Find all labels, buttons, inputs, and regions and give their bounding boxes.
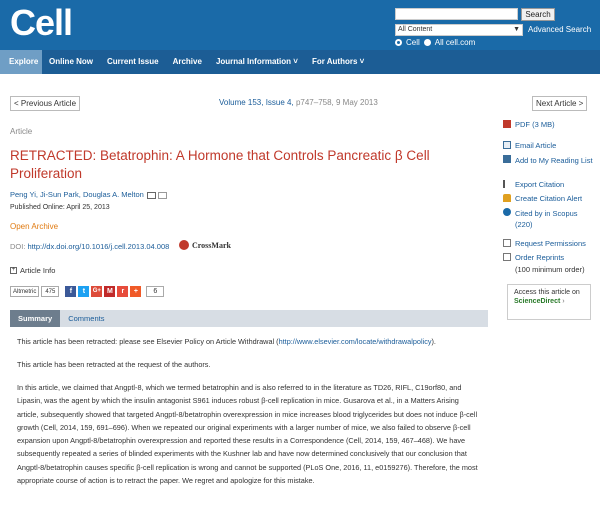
published-date: Published Online: April 25, 2013: [10, 204, 110, 211]
crossmark-icon: [179, 240, 189, 250]
mendeley-icon[interactable]: M: [104, 286, 115, 297]
previous-article-button[interactable]: < Previous Article: [10, 96, 80, 111]
citation-alert-link[interactable]: [503, 194, 582, 203]
reading-list-label: Add to My Reading List: [515, 156, 593, 165]
google-plus-icon[interactable]: G+: [91, 286, 102, 297]
access-text: Access this article on: [514, 289, 580, 296]
export-citation-label: Export Citation: [515, 180, 565, 189]
nav-current-issue[interactable]: Current Issue: [107, 57, 159, 66]
orcid-icon[interactable]: [158, 192, 167, 199]
nav-online-now[interactable]: Online Now: [49, 57, 93, 66]
article-info-toggle[interactable]: [10, 266, 55, 275]
expand-icon: +: [11, 267, 16, 273]
search-button[interactable]: Search: [521, 8, 555, 21]
email-icon[interactable]: [147, 192, 156, 199]
open-archive-label: Open Archive: [10, 222, 59, 231]
nav-for-authors[interactable]: For Authors ˅: [311, 57, 365, 66]
search-scope-radios: [395, 38, 475, 47]
site-header: [0, 0, 600, 50]
sciencedirect-link[interactable]: [514, 297, 584, 306]
sciencedirect-box: [507, 284, 591, 320]
content-tabs: [10, 310, 488, 327]
more-share-icon[interactable]: +: [130, 286, 141, 297]
permissions-label: Request Permissions: [515, 239, 586, 248]
retraction-notice-end: ).: [431, 337, 436, 346]
pdf-label: PDF (3 MB): [515, 120, 555, 129]
reading-list-link[interactable]: [503, 155, 593, 166]
share-count: 6: [146, 286, 164, 297]
doi-label: DOI:: [10, 242, 28, 251]
tab-comments[interactable]: Comments: [68, 314, 105, 323]
citation-alert-label: Create Citation Alert: [515, 194, 583, 203]
issue-citation: [219, 98, 378, 107]
next-article-button[interactable]: Next Article >: [532, 96, 587, 111]
scopus-label: Cited by in Scopus (220): [515, 209, 578, 229]
bell-icon: [503, 194, 511, 202]
nav-archive[interactable]: Archive: [172, 57, 202, 66]
reddit-icon[interactable]: r: [117, 286, 128, 297]
altmetric-count: 475: [41, 286, 59, 297]
share-row: [10, 286, 164, 297]
issue-link[interactable]: Volume 153, Issue 4,: [219, 98, 294, 107]
article-info-label: Article Info: [20, 266, 56, 275]
chevron-right-icon: ›: [562, 298, 565, 305]
envelope-icon: [503, 141, 511, 149]
article-title: RETRACTED: Betatrophin: A Hormone that Controls Pancreatic β Cell Proliferation: [10, 148, 430, 181]
reprints-label: Order Reprints: [515, 253, 565, 262]
radio-cell-label: Cell: [406, 38, 420, 47]
retraction-notice-text: This article has been retracted: please see Elsevier Policy on Article Withdrawal (: [17, 337, 279, 346]
doi-line: [10, 242, 169, 251]
advanced-search-link[interactable]: Advanced Search: [528, 25, 592, 34]
article-type: Article: [10, 127, 33, 136]
export-citation-link[interactable]: [503, 180, 564, 189]
book-icon: [503, 155, 511, 163]
twitter-icon[interactable]: t: [78, 286, 89, 297]
nav-journal-information[interactable]: Journal Information ˅: [215, 57, 298, 66]
altmetric-label: Altmetric: [13, 288, 37, 295]
retraction-request: This article has been retracted at the request of the authors.: [17, 360, 211, 369]
search-scope-value: All Content: [398, 26, 433, 33]
withdrawal-policy-link[interactable]: http://www.elsevier.com/locate/withdrawalpolicy: [278, 337, 432, 346]
email-article-label: Email Article: [515, 141, 557, 150]
reprints-link[interactable]: [503, 253, 564, 262]
tab-summary[interactable]: Summary: [10, 310, 60, 327]
document-icon: [503, 239, 511, 247]
doi-link[interactable]: http://dx.doi.org/10.1016/j.cell.2013.04.008: [27, 242, 170, 251]
search-input[interactable]: [395, 8, 518, 20]
crossmark-badge[interactable]: [179, 240, 231, 250]
sciencedirect-label: ScienceDirect: [514, 298, 561, 305]
email-article-link[interactable]: [503, 141, 556, 150]
search-scope-select[interactable]: [395, 24, 523, 36]
radio-all-label: All cell.com: [434, 38, 476, 47]
radio-all[interactable]: [424, 39, 431, 46]
authors-line: [10, 190, 167, 199]
list-icon: [503, 180, 511, 188]
retraction-explanation: In this article, we claimed that Angptl-8, which we termed betatrophin and is also referred to in the literature as TD26, RIFL, C19orf80, and Lipasin, was the agent by which the insulin antagonist S961 induces robust β-cell replication in mice. Gusarova et al., in a Matters Arising article, subsequently showed that targeted Angptl-8/betatrophin overexpression in mice increases blood triglycerides but does not induce β-cell growth (Cell, 2014, 159, 691–696). When we repeated our original experiments with a larger number of mice, we also failed to observe β-cell expansion upon Angptl-8/betatrophin overexpression and reported these results in a Correspondence (Cell, 2014, 159, 467–468). We have subsequently repeated a series of blinded experiments with the Kushner lab and have now determined conclusively that our conclusion that Angptl-8/betatrophin causes specific β-cell replication is wrong and cannot be supported (PLoS One, 2016, 11, e0159276). Therefore, the most appropriate course of action is to retract the paper. We regret and apologize for this mistake.: [17, 383, 478, 486]
authors[interactable]: Peng Yi, Ji-Sun Park, Douglas A. Melton: [10, 190, 144, 199]
nav-explore[interactable]: Explore: [0, 50, 42, 74]
reprints-note: (100 minimum order): [515, 265, 585, 274]
pdf-icon: [503, 120, 511, 128]
facebook-icon[interactable]: f: [65, 286, 76, 297]
radio-cell[interactable]: [395, 39, 402, 46]
crossmark-label: CrossMark: [192, 240, 231, 250]
pdf-link[interactable]: [503, 120, 555, 129]
scopus-icon: [503, 208, 511, 216]
main-nav: [0, 50, 600, 74]
chevron-down-icon: ▼: [513, 26, 520, 33]
permissions-link[interactable]: [503, 239, 586, 248]
issue-pages-date: p747–758, 9 May 2013: [293, 98, 378, 107]
scopus-link[interactable]: [503, 208, 593, 230]
cell-logo[interactable]: Cell: [10, 2, 73, 43]
retraction-notice: [17, 335, 481, 348]
altmetric-badge[interactable]: [10, 286, 39, 297]
reprint-icon: [503, 253, 511, 261]
